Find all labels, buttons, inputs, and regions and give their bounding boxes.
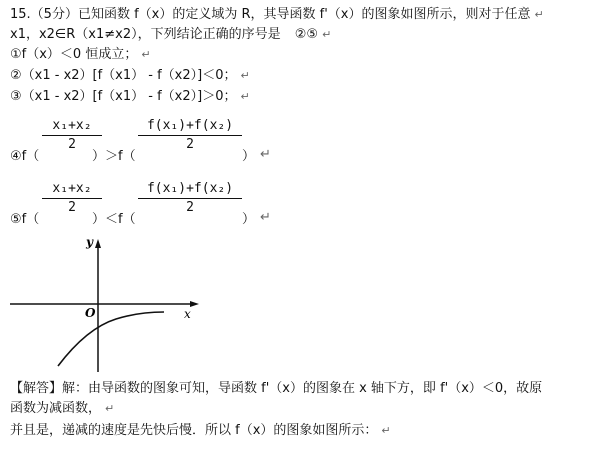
option-1-text: ①f（x）＜0 恒成立； — [10, 47, 138, 62]
fraction-bar — [138, 135, 242, 136]
return-mark: ↵ — [240, 90, 250, 103]
return-mark: ↵ — [105, 402, 115, 415]
option-4-middle: ）＞f（ — [92, 149, 136, 164]
fraction-numerator: x₁+x₂ — [52, 181, 92, 196]
fraction-bar — [42, 135, 102, 136]
fraction-denominator: 2 — [68, 137, 76, 152]
answer-text: ②⑤ — [294, 27, 319, 42]
fraction-denominator: 2 — [68, 200, 76, 215]
option-3 — [10, 88, 250, 106]
solution-line1 — [10, 380, 542, 398]
solution-line3 — [10, 422, 391, 440]
option-4-prefix: ④f（ — [10, 149, 40, 164]
problem-stem-line2 — [10, 26, 331, 44]
option-4-fraction-right — [138, 118, 242, 153]
option-2-text: ②（x1 - x2）[f（x1） - f（x2）]＜0； — [10, 68, 237, 83]
option-3-text: ③（x1 - x2）[f（x1） - f（x2）]＞0； — [10, 89, 237, 104]
return-mark: ↵ — [260, 210, 271, 225]
option-4-suffix: ） — [242, 149, 256, 164]
x-axis-label: x — [184, 307, 191, 321]
option-1 — [10, 46, 151, 64]
option-5-fraction-right — [138, 181, 242, 216]
solution-text-1: 【解答】解：由导函数的图象可知，导函数 f'（x）的图象在 x 轴下方，即 f'（x）＜0，故原 — [10, 381, 543, 396]
stem-text-2: x1，x2∈R（x1≠x2），下列结论正确的序号是 — [10, 27, 281, 42]
y-axis-arrow — [95, 239, 101, 248]
fraction-numerator: f(x₁)+f(x₂) — [146, 181, 234, 196]
option-5-prefix: ⑤f（ — [10, 212, 40, 227]
stem-text-1: 15.（5分）已知函数 f（x）的定义域为 R，其导函数 f'（x）的图象如图所示，则对于任意 — [10, 7, 531, 22]
y-axis-label: y — [86, 235, 93, 249]
return-mark: ↵ — [260, 147, 271, 162]
option-5-suffix: ） — [242, 212, 256, 227]
fraction-bar — [138, 198, 242, 199]
origin-label: O — [85, 306, 96, 320]
x-axis-arrow — [190, 301, 199, 307]
option-2 — [10, 67, 250, 85]
fraction-numerator: f(x₁)+f(x₂) — [146, 118, 234, 133]
return-mark: ↵ — [381, 424, 391, 437]
solution-line2 — [10, 400, 114, 418]
fraction-denominator: 2 — [186, 137, 194, 152]
return-mark: ↵ — [141, 48, 151, 61]
solution-text-2: 函数为减函数， — [10, 401, 102, 416]
fraction-denominator: 2 — [186, 200, 194, 215]
option-5-middle: ）＜f（ — [92, 212, 136, 227]
fraction-numerator: x₁+x₂ — [52, 118, 92, 133]
fraction-bar — [42, 198, 102, 199]
derivative-curve — [58, 312, 164, 366]
derivative-graph — [0, 232, 220, 374]
return-mark: ↵ — [534, 8, 544, 21]
solution-text-3: 并且是，递减的速度是先快后慢．所以 f（x）的图象如图所示： — [10, 423, 378, 438]
problem-stem-line1 — [10, 6, 544, 24]
return-mark: ↵ — [240, 69, 250, 82]
return-mark: ↵ — [322, 28, 332, 41]
